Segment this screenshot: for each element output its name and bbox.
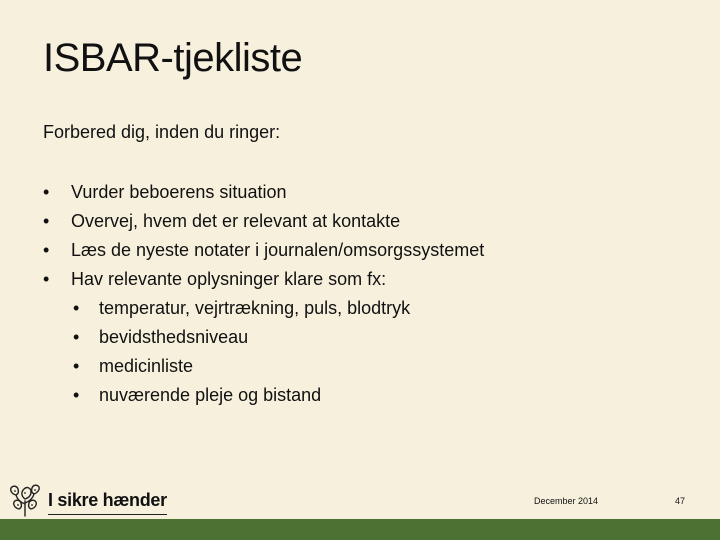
logo-underline — [48, 514, 167, 515]
slide-title: ISBAR-tjekliste — [43, 36, 303, 80]
footer-logo — [6, 480, 167, 520]
bullet-icon: • — [43, 269, 50, 289]
sub-bullet-text: bevidsthedsniveau — [99, 327, 249, 347]
bullet-text: Overvej, hvem det er relevant at kontakte — [71, 211, 401, 231]
logo-text: I sikre hænder — [48, 490, 167, 510]
footer-date: December 2014 — [534, 496, 599, 506]
bullet-item — [43, 236, 663, 265]
tree-logo-icon — [6, 481, 44, 519]
sub-bullet-item — [43, 323, 663, 352]
sub-bullet-item — [43, 381, 663, 410]
bullet-text: Hav relevante oplysninger klare som fx: — [71, 269, 387, 289]
sub-bullet-item — [43, 352, 663, 381]
bottom-band — [0, 519, 720, 540]
sub-bullet-item — [43, 294, 663, 323]
bullet-item — [43, 207, 663, 236]
bullet-icon: • — [43, 182, 50, 202]
bullet-text: Læs de nyeste notater i journalen/omsorgssystemet — [71, 240, 485, 260]
bullet-icon: • — [73, 385, 80, 405]
bullet-icon: • — [43, 240, 50, 260]
bullet-icon: • — [73, 356, 80, 376]
bullet-icon: • — [73, 298, 80, 318]
bullet-text: Vurder beboerens situation — [71, 182, 287, 202]
sub-bullet-text: nuværende pleje og bistand — [99, 385, 322, 405]
checklist — [43, 178, 663, 410]
intro-text: Forbered dig, inden du ringer: — [43, 122, 281, 142]
logo-text-wrap — [48, 491, 167, 509]
bullet-icon: • — [73, 327, 80, 347]
sub-bullet-text: medicinliste — [99, 356, 194, 376]
bullet-item — [43, 265, 663, 294]
bullet-icon: • — [43, 211, 50, 231]
sub-bullet-text: temperatur, vejrtrækning, puls, blodtryk — [99, 298, 411, 318]
bullet-item — [43, 178, 663, 207]
page-number: 47 — [675, 496, 686, 506]
